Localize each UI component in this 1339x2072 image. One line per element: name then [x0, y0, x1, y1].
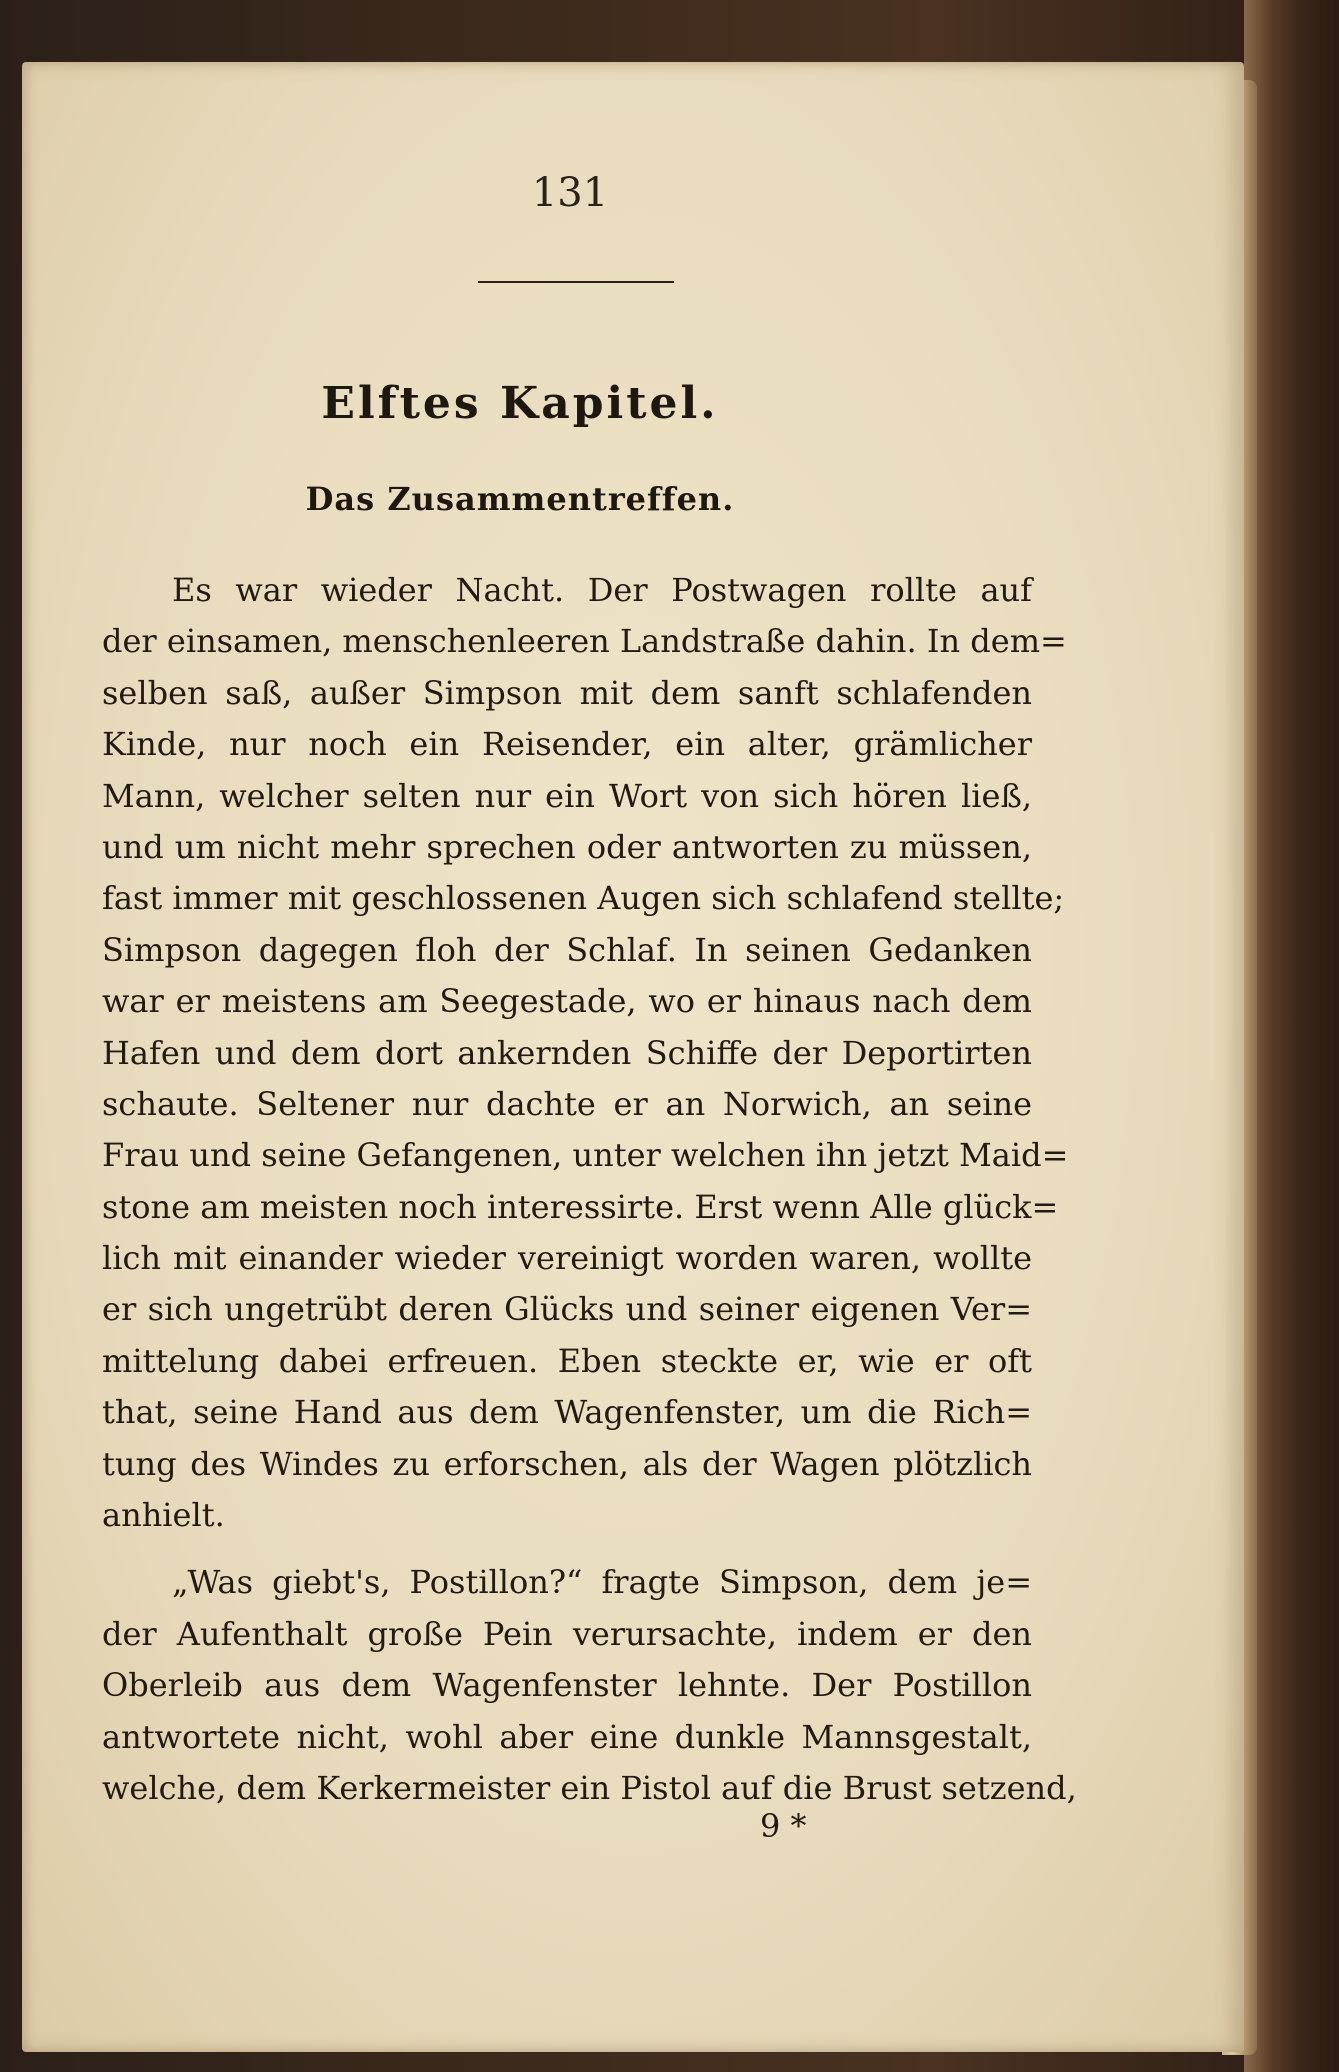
text-line: tung des Windes zu erforschen, als der Wagen plötzlich	[102, 1444, 1032, 1483]
text-line: war er meistens am Seegestade, wo er hinaus nach dem	[102, 982, 1032, 1021]
text-line: anhielt.	[102, 1496, 225, 1535]
text-line: er sich ungetrübt deren Glücks und seiner eigenen Ver=	[102, 1290, 1032, 1329]
text-line: welche, dem Kerkermeister ein Pistol auf die Brust setzend,	[102, 1768, 1077, 1807]
page-number: 131	[531, 170, 609, 216]
text-line: der einsamen, menschenleeren Landstraße dahin. In dem=	[102, 622, 1067, 661]
text-line: Kinde, nur noch ein Reisender, ein alter, grämlicher	[102, 725, 1032, 764]
text-line: Hafen und dem dort ankernden Schiffe der Deportirten	[102, 1033, 1032, 1072]
section-title: Das Zusammentreffen.	[305, 480, 735, 518]
text-line: lich mit einander wieder vereinigt worden waren, wollte	[102, 1239, 1032, 1278]
text-line: „Was giebt's, Postillon?“ fragte Simpson, dem je=	[172, 1563, 1032, 1602]
text-line: Frau und seine Gefangenen, unter welchen ihn jetzt Maid=	[102, 1136, 1069, 1175]
header-rule	[478, 281, 674, 283]
text-line: that, seine Hand aus dem Wagenfenster, um die Rich=	[102, 1393, 1032, 1432]
text-line: Es war wieder Nacht. Der Postwagen rollte auf	[172, 571, 1032, 609]
text-line: fast immer mit geschlossenen Augen sich schlafend stellte;	[102, 879, 1065, 918]
text-line: Mann, welcher selten nur ein Wort von sich hören ließ,	[102, 776, 1032, 815]
chapter-title: Elftes Kapitel.	[321, 378, 719, 429]
text-line: antwortete nicht, wohl aber eine dunkle Mannsgestalt,	[102, 1717, 1032, 1756]
text-line: und um nicht mehr sprechen oder antworten zu müssen,	[102, 827, 1032, 866]
paragraph-gap	[102, 1541, 1032, 1557]
text-line: mittelung dabei erfreuen. Eben steckte er, wie er oft	[102, 1341, 1032, 1380]
text-line: Oberleib aus dem Wagenfenster lehnte. Der Postillon	[102, 1666, 1032, 1705]
text-line: selben saß, außer Simpson mit dem sanft schlafenden	[102, 673, 1032, 712]
book-cover-edge	[1244, 0, 1339, 2072]
text-line: schaute. Seltener nur dachte er an Norwich, an seine	[102, 1084, 1032, 1123]
text-line: stone am meisten noch interessirte. Erst wenn Alle glück=	[102, 1187, 1059, 1226]
signature-mark: 9 *	[760, 1807, 807, 1845]
text-line: Simpson dagegen floh der Schlaf. In seinen Gedanken	[102, 930, 1032, 969]
text-line: der Aufenthalt große Pein verursachte, indem er den	[102, 1614, 1032, 1653]
body-text	[102, 565, 1077, 1814]
